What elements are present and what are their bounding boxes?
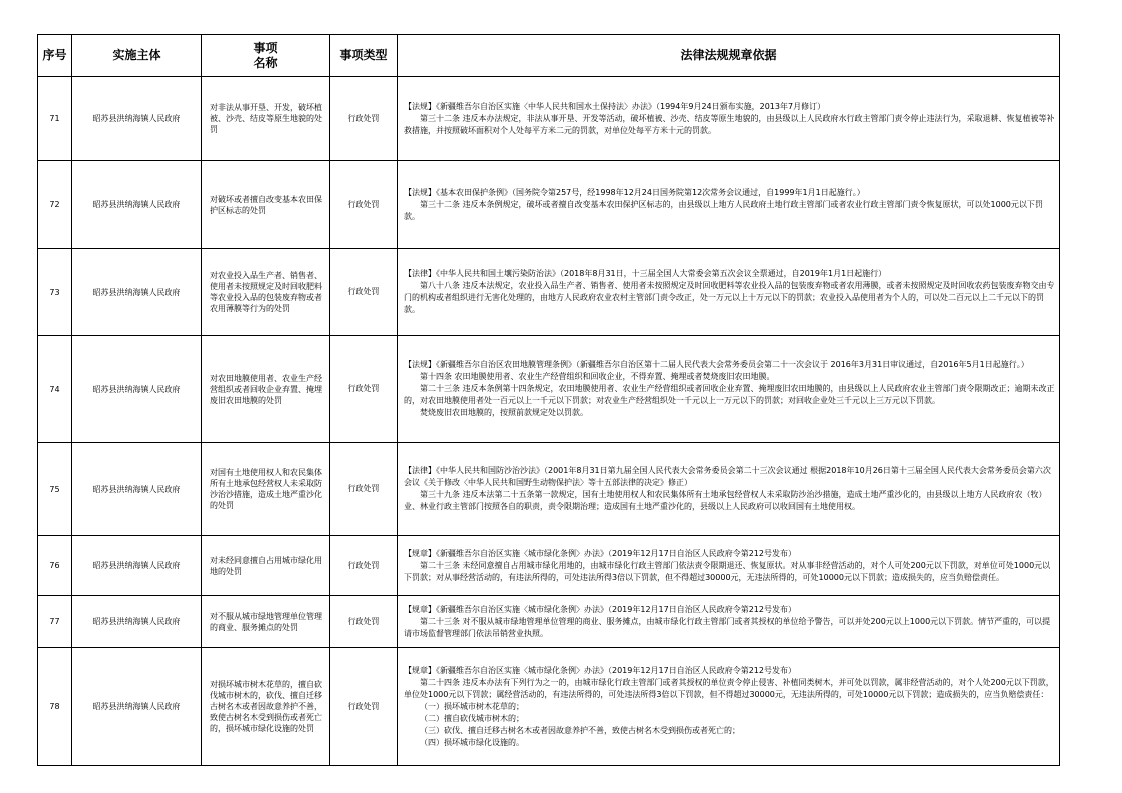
row-type: 行政处罚 <box>330 648 398 766</box>
basis-subitem: （一）损坏城市树木花草的； <box>420 701 524 711</box>
row-basis <box>398 77 1060 161</box>
basis-article: 第二十三条 违反本条例第十四条规定，农田地膜使用者、农业生产经营组织或者回收企业弃置、掩埋废旧农田地膜的，由县级以上人民政府农业主管部门责令限期改正；逾期未改正的，对农田地膜使用者处一百元以上一千元以下罚款；对农业生产经营组织处一千元以上一万元以下的罚款；对回收企业处三千元以上三万元以下罚款。 <box>404 384 1055 405</box>
row-item: 对不服从城市绿地管理单位管理的商业、服务摊点的处罚 <box>202 596 330 648</box>
table-row <box>38 336 1060 443</box>
row-item: 对未经同意擅自占用城市绿化用地的处罚 <box>202 536 330 596</box>
row-basis <box>398 443 1060 536</box>
row-subject: 昭苏县洪纳海镇人民政府 <box>72 161 202 249</box>
row-subject: 昭苏县洪纳海镇人民政府 <box>72 77 202 161</box>
basis-source: 【法规】《基本农田保护条例》（国务院令第257号，经1998年12月24日国务院第12次常务会议通过，自1999年1月1日起施行。） <box>404 187 865 197</box>
row-num: 75 <box>38 443 72 536</box>
row-subject: 昭苏县洪纳海镇人民政府 <box>72 336 202 443</box>
row-basis <box>398 648 1060 766</box>
basis-source: 【法律】《中华人民共和国土壤污染防治法》（2018年8月31日，十三届全国人大常委会第五次会议全票通过，自2019年1月1日起施行） <box>404 269 887 278</box>
header-num: 序号 <box>38 35 72 77</box>
row-num: 74 <box>38 336 72 443</box>
row-basis <box>398 596 1060 648</box>
basis-article: 第二十四条 违反本办法有下列行为之一的，由城市绿化行政主管部门或者其授权的单位责令停止侵害、补植同类树木，并可处以罚款，属非经营活动的，对个人处200元以下罚款，单位处1000元以下罚款；属经营活动的，有违法所得的，可处违法所得3倍以下罚款，但不得超过30000元，无违法所得的，可处10000元以下罚款；造成损失的，应当负赔偿责任： <box>404 677 1054 699</box>
table-row <box>38 648 1060 766</box>
header-item-line1: 事项 <box>253 40 278 55</box>
row-type: 行政处罚 <box>330 443 398 536</box>
basis-source: 【规章】《新疆维吾尔自治区实施〈城市绿化条例〉办法》（2019年12月17日自治区人民政府令第212号发布） <box>404 665 796 675</box>
row-basis <box>398 161 1060 249</box>
row-subject: 昭苏县洪纳海镇人民政府 <box>72 443 202 536</box>
row-type: 行政处罚 <box>330 596 398 648</box>
row-item: 对农业投入品生产者、销售者、使用者未按照规定及时回收肥料等农业投入品的包装废弃物或者农用薄膜等行为的处罚 <box>202 249 330 336</box>
row-type: 行政处罚 <box>330 161 398 249</box>
basis-article: 第三十二条 违反本条例规定，破坏或者擅自改变基本农田保护区标志的，由县级以上地方人民政府土地行政主管部门或者农业行政主管部门责令恢复原状，可以处1000元以下罚款。 <box>404 199 1043 221</box>
header-item <box>202 35 330 77</box>
row-num: 78 <box>38 648 72 766</box>
row-item: 对非法从事开垦、开发，破坏植被、沙壳、结皮等原生地貌的处罚 <box>202 77 330 161</box>
table-row <box>38 443 1060 536</box>
row-subject: 昭苏县洪纳海镇人民政府 <box>72 596 202 648</box>
table-row <box>38 249 1060 336</box>
basis-source: 【规章】《新疆维吾尔自治区实施〈城市绿化条例〉办法》（2019年12月17日自治区人民政府令第212号发布） <box>404 548 796 558</box>
row-num: 76 <box>38 536 72 596</box>
basis-article: 焚烧废旧农田地膜的，按照前款规定处以罚款。 <box>420 408 588 417</box>
row-basis <box>398 336 1060 443</box>
basis-article: 第三十九条 违反本法第二十五条第一款规定，国有土地使用权人和农民集体所有土地承包经营权人未采取防沙治沙措施，造成土地严重沙化的，由县级以上地方人民政府农（牧）业、林业行政主管部门按照各自的职责，责令限期治理；造成国有土地严重沙化的，县级以上人民政府可以收回国有土地使用权。 <box>404 490 1047 511</box>
row-num: 73 <box>38 249 72 336</box>
basis-source: 【法律】《中华人民共和国防沙治沙法》（2001年8月31日第九届全国人民代表大会常务委员会第二十三次会议通过 根据2018年10月26日第十三届全国人民代表大会常务委员会第六次会议《关于修改〈中华人民共和国野生动物保护法〉等十五部法律的决定》修正） <box>404 466 1051 487</box>
header-item-line2: 名称 <box>253 55 278 70</box>
row-type: 行政处罚 <box>330 77 398 161</box>
row-item: 对损坏城市树木花草的，擅自砍伐城市树木的，砍伐、擅自迁移古树名木或者因故意养护不善，致使古树名木受到损伤或者死亡的，损坏城市绿化设施的处罚 <box>202 648 330 766</box>
row-num: 72 <box>38 161 72 249</box>
row-item: 对破坏或者擅自改变基本农田保护区标志的处罚 <box>202 161 330 249</box>
basis-article: 第八十八条 违反本法规定，农业投入品生产者、销售者、使用者未按照规定及时回收肥料等农业投入品的包装废弃物或者农用薄膜，或者未按照规定及时回收农药包装废弃物交由专门的机构或者组织进行无害化处理的，由地方人民政府农业农村主管部门责令改正，处一万元以上十万元以下的罚款；农业投入品使用者为个人的，可以处二百元以上二千元以下的罚款。 <box>404 281 1055 314</box>
row-num: 71 <box>38 77 72 161</box>
header-type: 事项类型 <box>330 35 398 77</box>
row-subject: 昭苏县洪纳海镇人民政府 <box>72 536 202 596</box>
header-row <box>38 35 1060 77</box>
header-subject: 实施主体 <box>72 35 202 77</box>
row-item: 对农田地膜使用者、农业生产经营组织或者回收企业弃置、掩埋废旧农田地膜的处罚 <box>202 336 330 443</box>
row-basis <box>398 249 1060 336</box>
basis-source: 【法规】《新疆维吾尔自治区实施〈中华人民共和国水土保持法〉办法》（1994年9月24日颁布实施，2013年7月修订） <box>404 101 826 111</box>
row-subject: 昭苏县洪纳海镇人民政府 <box>72 648 202 766</box>
basis-subitem: （二）擅自砍伐城市树木的； <box>420 713 524 723</box>
basis-article: 第十四条 农田地膜使用者、农业生产经营组织和回收企业，不得弃置、掩埋或者焚烧废旧农田地膜。 <box>420 372 775 381</box>
basis-subitem: （三）砍伐、擅自迁移古树名木或者因故意养护不善，致使古树名木受到损伤或者死亡的； <box>420 725 740 735</box>
regulations-table <box>37 34 1060 766</box>
row-subject: 昭苏县洪纳海镇人民政府 <box>72 249 202 336</box>
row-basis <box>398 536 1060 596</box>
row-item: 对国有土地使用权人和农民集体所有土地承包经营权人未采取防沙治沙措施，造成土地严重沙化的处罚 <box>202 443 330 536</box>
row-type: 行政处罚 <box>330 536 398 596</box>
basis-source: 【规章】《新疆维吾尔自治区实施〈城市绿化条例〉办法》（2019年12月17日自治区人民政府令第212号发布） <box>404 604 796 614</box>
table-row <box>38 161 1060 249</box>
basis-subitem: （四）损坏城市绿化设施的。 <box>420 737 524 747</box>
row-num: 77 <box>38 596 72 648</box>
row-type: 行政处罚 <box>330 249 398 336</box>
table-row <box>38 596 1060 648</box>
basis-source: 【法规】《新疆维吾尔自治区农田地膜管理条例》（新疆维吾尔自治区第十二届人民代表大会常务委员会第二十一次会议于 2016年3月31日审议通过，自2016年5月1日起施行。） <box>404 360 1029 369</box>
row-type: 行政处罚 <box>330 336 398 443</box>
header-basis: 法律法规规章依据 <box>398 35 1060 77</box>
basis-article: 第三十二条 违反本办法规定，非法从事开垦、开发等活动，破坏植被、沙壳、结皮等原生地貌的，由县级以上人民政府水行政主管部门责令停止违法行为，采取退耕、恢复植被等补救措施，并按照破坏面积对个人处每平方米二元的罚款，对单位处每平方米十元的罚款。 <box>404 113 1055 135</box>
table-row <box>38 536 1060 596</box>
basis-article: 第二十三条 对不服从城市绿地管理单位管理的商业、服务摊点，由城市绿化行政主管部门或者其授权的单位给予警告，可以并处200元以上1000元以下罚款。情节严重的，可以提请市场监督管理部门依法吊销营业执照。 <box>404 616 1051 638</box>
basis-article: 第二十三条 未经同意擅自占用城市绿化用地的，由城市绿化行政主管部门依法责令限期退还、恢复原状。对从事非经营活动的，对个人可处200元以下罚款，对单位可处1000元以下罚款；对从事经营活动的，有违法所得的，可处违法所得3倍以下罚款，但不得超过30000元，无违法所得的，可处10000元以下罚款；造成损失的，应当负赔偿责任。 <box>404 560 1051 582</box>
table-row <box>38 77 1060 161</box>
